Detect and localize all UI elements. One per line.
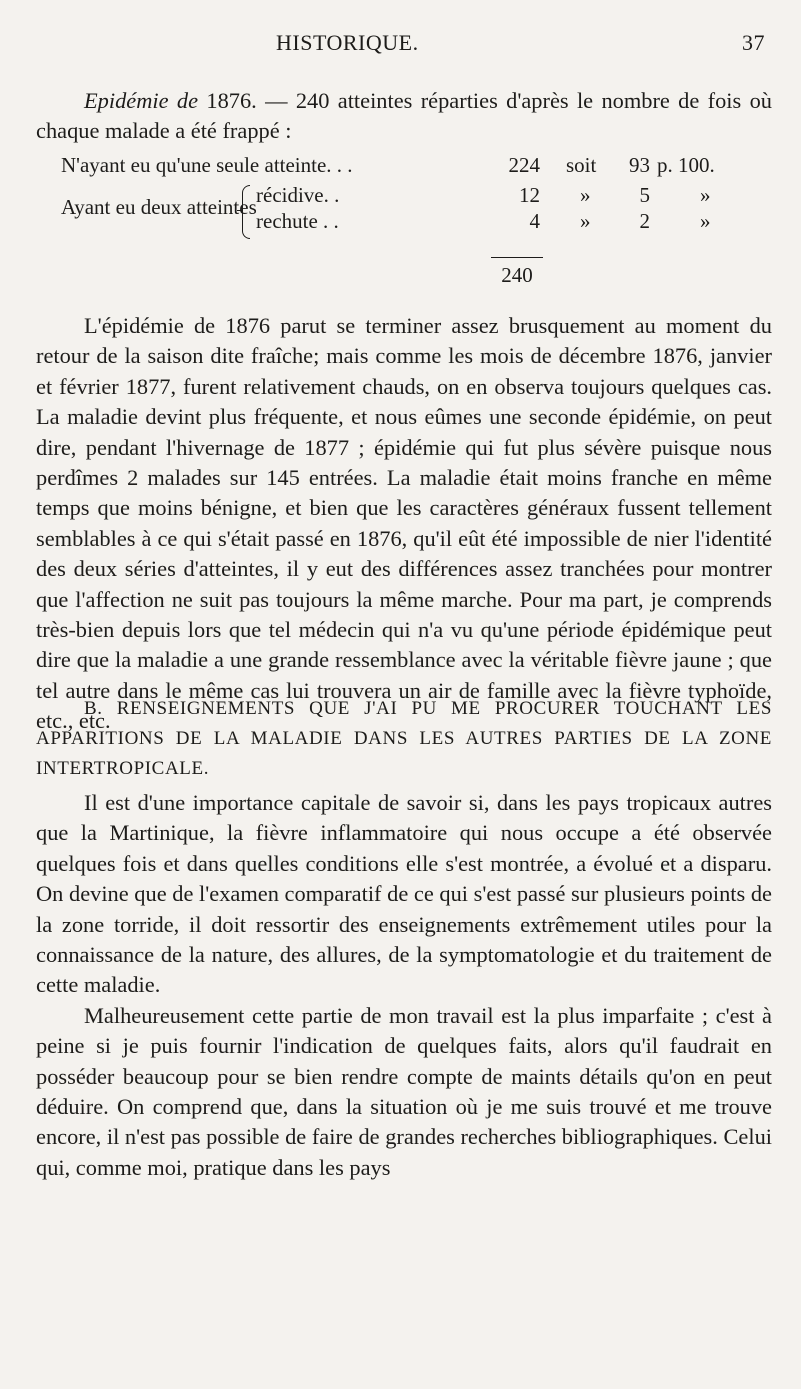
intro-italic-label: Epidémie de xyxy=(84,88,199,113)
row2-count: 12 xyxy=(519,183,540,207)
row1-count: 224 xyxy=(508,153,540,177)
intro-text: 1876. — 240 atteintes réparties d'après le nombre de fois où chaque malade a été frappé : xyxy=(36,88,772,144)
page-number: 37 xyxy=(742,30,765,55)
para1-text: L'épidémie de 1876 parut se terminer assez brusquement au moment du retour de la saison dite fraîche; mais comme les mois de décembre 1876, janvier et février 1877, furent relativement chauds, on en observa toujours quelques cas. La maladie devint plus fréquente, et nous eûmes une seconde épidémie, on peut dire, pendant l'hivernage de 1877 ; épidémie qui fut plus sévère puisque nous perdîmes 2 malades sur 145 entrées. La maladie était moins franche en même temps que moins bénigne, et bien que les caractères généraux fussent tellement semblables à ce qui s'était passé en 1876, qu'il eût été impossible de nier l'identité des deux séries d'atteintes, il y eut des différences assez tranchées pour montrer que l'affection ne suit pas toujours la même marche. Pour ma part, je comprends très-bien depuis lors que tel médecin qui n'a vu qu'une période épidémique peut dire que la maladie a une grande ressemblance avec la véritable fièvre jaune ; que tel autre dans le même cas lui trouvera un air de famille avec la fièvre typhoïde, etc., etc. xyxy=(36,313,772,734)
row1-label: N'ayant eu qu'une seule atteinte. . . xyxy=(61,153,353,177)
total-count: 240 xyxy=(501,263,533,287)
sum-rule xyxy=(491,257,543,258)
row1-pct: 93 xyxy=(629,153,650,177)
row2-pct: 5 xyxy=(639,183,650,207)
row1-p: p. 100. xyxy=(657,153,715,177)
row2-label: récidive. . xyxy=(256,183,340,207)
row1-soit: soit xyxy=(566,153,597,177)
row3-count: 4 xyxy=(529,209,540,233)
intro-paragraph xyxy=(36,86,772,147)
section-b-para1: Il est d'une importance capitale de savoir si, dans les pays tropicaux autres que la Martinique, la fièvre inflammatoire qui nous occupe a été observée quelques fois et dans quelles conditions elle s'est montrée, a évolué et a disparu. On devine que de l'examen comparatif de ce qui s'est passé sur plusieurs points de la zone torride, il doit ressortir des enseignements extrêmement utiles pour la connaissance de la nature, des allures, de la symptomatologie et du traitement de cette maladie. xyxy=(36,790,772,998)
row3-ditto: » xyxy=(580,209,591,233)
paragraph-epidemic-1877 xyxy=(36,311,772,737)
running-header xyxy=(0,20,801,60)
row2-ditto2: » xyxy=(700,183,711,207)
row3-ditto2: » xyxy=(700,209,711,233)
section-b-para2: Malheureusement cette partie de mon travail est la plus imparfaite ; c'est à peine si je puis fournir l'indication de quelques faits, alors qu'il faudrait en posséder beaucoup pour se bien rendre compte de maints détails qu'on en peut déduire. On comprend que, dans la situation où je me suis trouvé et me trouve encore, il n'est pas possible de faire de grandes recherches bibliographiques. Celui qui, comme moi, pratique dans les pays xyxy=(36,1002,772,1180)
row3-pct: 2 xyxy=(639,209,650,233)
row3-label: rechute . . xyxy=(256,209,339,233)
section-b xyxy=(36,694,772,1183)
brace xyxy=(242,185,250,239)
section-b-heading: B. RENSEIGNEMENTS QUE J'AI PU ME PROCURER TOUCHANT LES APPARITIONS DE LA MALADIE DANS LES AUTRES PARTIES DE LA ZONE INTERTROPICALE. xyxy=(36,698,772,779)
group-label: Ayant eu deux atteintes xyxy=(61,195,257,219)
row2-ditto: » xyxy=(580,183,591,207)
statistics-table xyxy=(0,147,801,287)
header-title: HISTORIQUE. xyxy=(276,30,419,55)
